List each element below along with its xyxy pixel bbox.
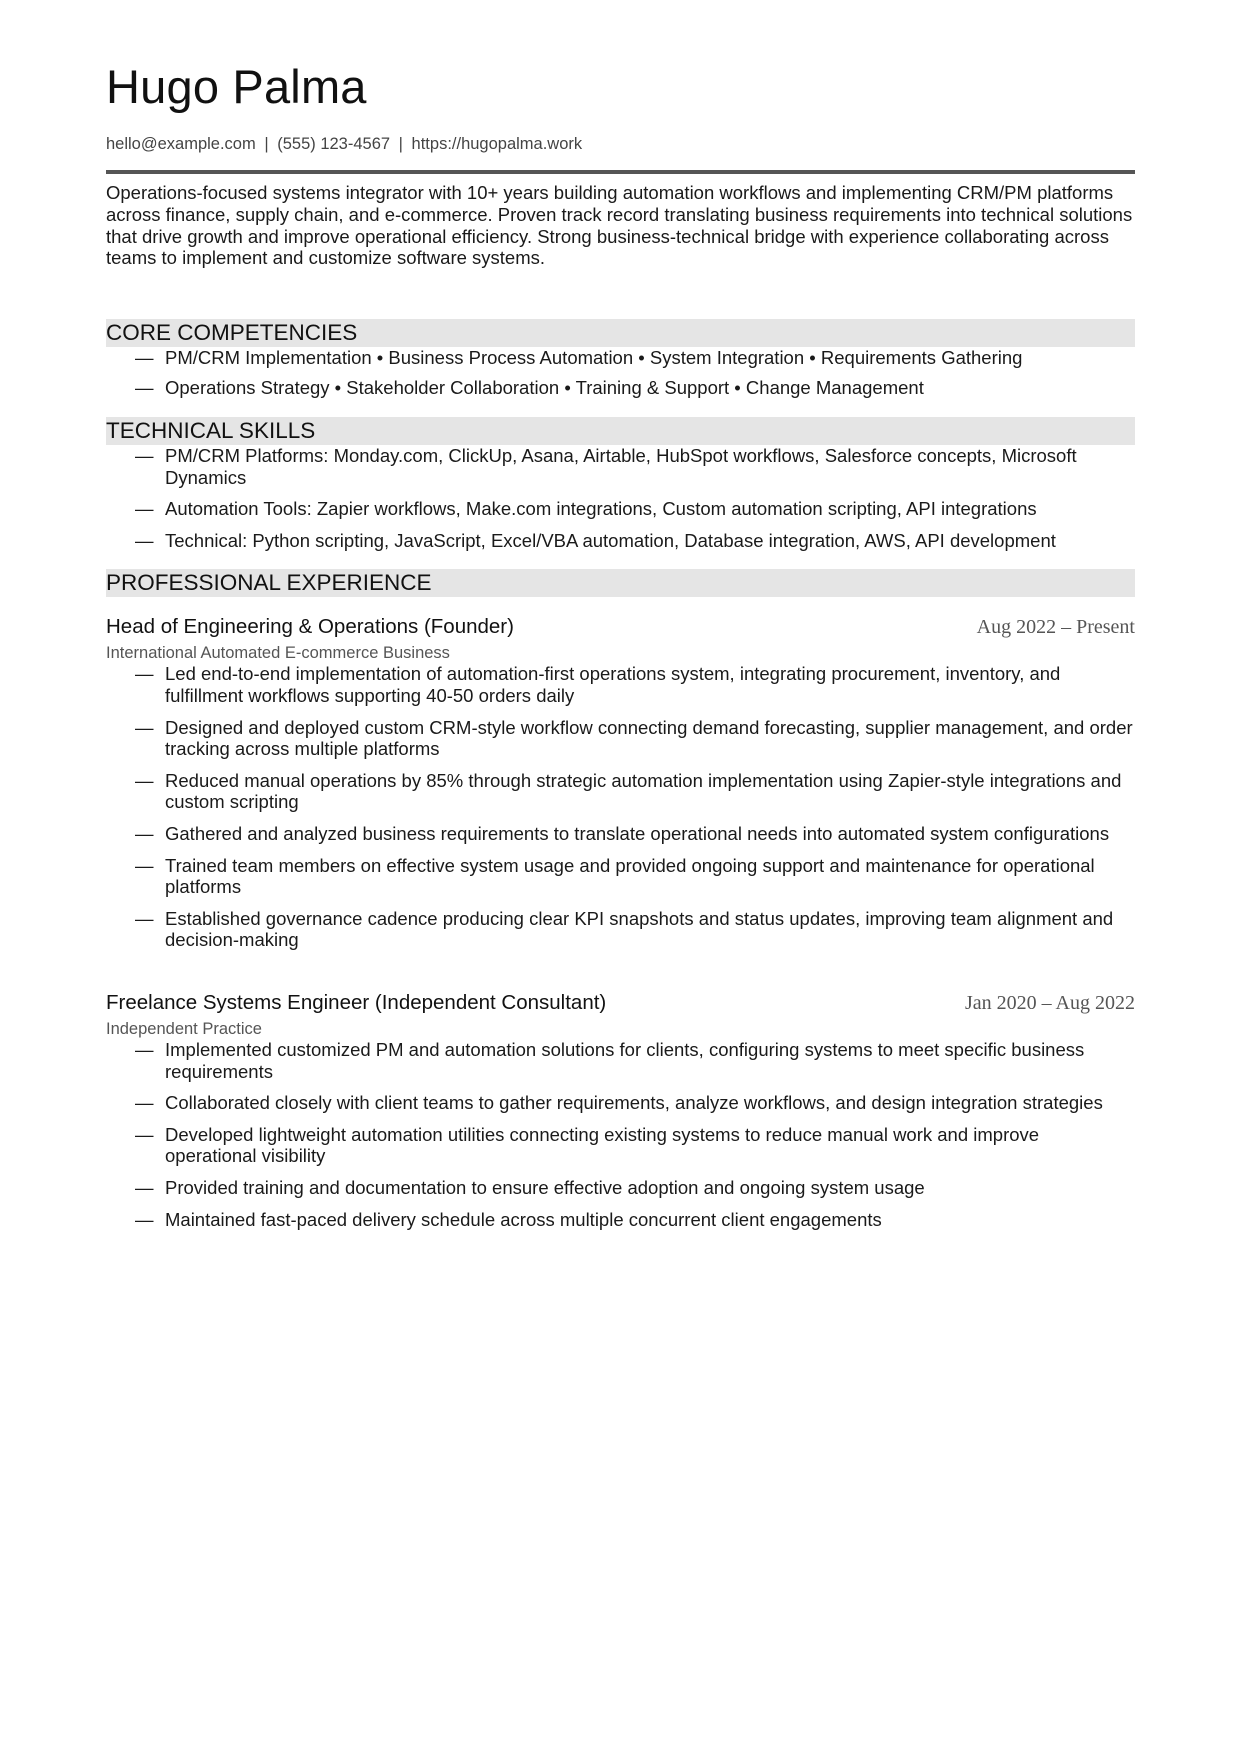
list-item: — Automation Tools: Zapier workflows, Make.com integrations, Custom automation scripting, API integrations bbox=[135, 498, 1037, 520]
list-item: — Developed lightweight automation utilities connecting existing systems to reduce manual work and improve operational visibility bbox=[135, 1123, 1040, 1167]
list-item: — Maintained fast-paced delivery schedule across multiple concurrent client engagements bbox=[135, 1208, 882, 1230]
list-item: — Technical: Python scripting, JavaScript, Excel/VBA automation, Database integration, AWS, API development bbox=[135, 529, 1056, 551]
contact-separator: | bbox=[398, 135, 403, 154]
list-item: — Operations Strategy • Stakeholder Collaboration • Training & Support • Change Management bbox=[135, 377, 924, 399]
dash-bullet: — bbox=[135, 663, 154, 685]
dash-bullet: — bbox=[135, 822, 154, 844]
list-item: — Implemented customized PM and automation solutions for clients, configuring systems to meet specific business requirements bbox=[135, 1038, 1085, 1082]
list-item: — PM/CRM Implementation • Business Process Automation • System Integration • Requirements Gathering bbox=[135, 346, 1023, 368]
dash-bullet: — bbox=[135, 854, 154, 876]
job-title: Head of Engineering & Operations (Founder) bbox=[106, 615, 514, 639]
phone-number: (555) 123-4567 bbox=[277, 135, 391, 154]
technical-skills-list bbox=[106, 445, 1135, 551]
job-header bbox=[106, 615, 1135, 639]
job-dates: Aug 2022 – Present bbox=[976, 616, 1135, 639]
job-dates: Jan 2020 – Aug 2022 bbox=[965, 991, 1135, 1014]
job-company: Independent Practice bbox=[106, 1019, 262, 1038]
core-competencies-list bbox=[106, 347, 1135, 399]
dash-bullet: — bbox=[135, 377, 154, 399]
dash-bullet: — bbox=[135, 1038, 154, 1060]
list-item: — Led end-to-end implementation of automation-first operations system, integrating procurement, inventory, and fulfillment workflows supporting 40-50 orders daily bbox=[135, 663, 1061, 707]
list-item: — Designed and deployed custom CRM-style workflow connecting demand forecasting, supplier management, and order tracking across multiple platforms bbox=[135, 716, 1133, 760]
dash-bullet: — bbox=[135, 769, 154, 791]
dash-bullet: — bbox=[135, 1176, 154, 1198]
job-bullets bbox=[106, 1039, 1135, 1230]
email-link[interactable]: hello@example.com bbox=[106, 135, 256, 154]
dash-bullet: — bbox=[135, 529, 154, 551]
dash-bullet: — bbox=[135, 1208, 154, 1230]
candidate-name: Hugo Palma bbox=[106, 60, 367, 113]
section-heading-professional-experience: PROFESSIONAL EXPERIENCE bbox=[106, 569, 1135, 597]
section-heading-core-competencies: CORE COMPETENCIES bbox=[106, 319, 1135, 347]
section-heading-technical-skills: TECHNICAL SKILLS bbox=[106, 417, 1135, 445]
list-item: — Collaborated closely with client teams to gather requirements, analyze workflows, and design integration strategies bbox=[135, 1092, 1103, 1114]
list-item: — PM/CRM Platforms: Monday.com, ClickUp, Asana, Airtable, HubSpot workflows, Salesforce concepts, Microsoft Dynamics bbox=[135, 445, 1077, 488]
dash-bullet: — bbox=[135, 1092, 154, 1114]
job-header bbox=[106, 991, 1135, 1015]
job-entry bbox=[106, 991, 1135, 1230]
dash-bullet: — bbox=[135, 1123, 154, 1145]
job-entry bbox=[106, 615, 1135, 951]
contact-line bbox=[106, 134, 1135, 155]
dash-bullet: — bbox=[135, 716, 154, 738]
dash-bullet: — bbox=[135, 445, 154, 467]
job-company: International Automated E-commerce Business bbox=[106, 644, 450, 663]
dash-bullet: — bbox=[135, 907, 154, 929]
dash-bullet: — bbox=[135, 346, 154, 368]
list-item: — Reduced manual operations by 85% through strategic automation implementation using Zapier-style integrations and custom scripting bbox=[135, 769, 1122, 813]
list-item: — Gathered and analyzed business requirements to translate operational needs into automated system configurations bbox=[135, 822, 1110, 844]
job-title: Freelance Systems Engineer (Independent Consultant) bbox=[106, 990, 607, 1014]
list-item: — Provided training and documentation to ensure effective adoption and ongoing system usage bbox=[135, 1176, 925, 1198]
list-item: — Trained team members on effective system usage and provided ongoing support and maintenance for operational platforms bbox=[135, 854, 1095, 898]
list-item: — Established governance cadence producing clear KPI snapshots and status updates, improving team alignment and decision-making bbox=[135, 907, 1114, 951]
contact-separator: | bbox=[264, 135, 269, 154]
job-bullets bbox=[106, 663, 1135, 951]
professional-summary: Operations-focused systems integrator with 10+ years building automation workflows and implementing CRM/PM platforms across finance, supply chain, and e-commerce. Proven track record translating business requirements into technical solutions that drive growth and improve operational efficiency. Strong business-technical bridge with experience collaborating across teams to implement and customize software systems. bbox=[106, 182, 1133, 269]
header-divider bbox=[106, 170, 1135, 174]
website-link[interactable]: https://hugopalma.work bbox=[411, 135, 583, 154]
dash-bullet: — bbox=[135, 498, 154, 520]
